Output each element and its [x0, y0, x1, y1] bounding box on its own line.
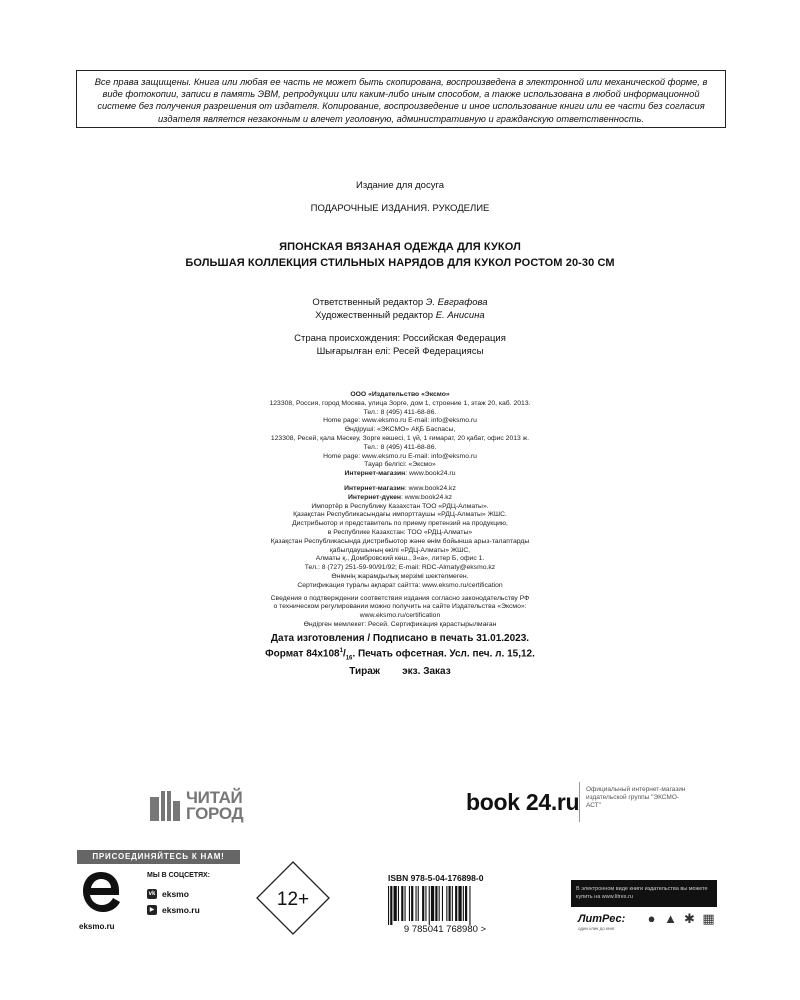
windows-icon: ▦: [702, 911, 715, 926]
imprint-line: Алматы қ., Домбровский көш., 3«а», литер Б, офис 1.: [315, 555, 485, 563]
cert-line: Сведения о подтверждении соответствия издания согласно законодательству РФ: [270, 594, 530, 602]
book-title: ЯПОНСКАЯ ВЯЗАНАЯ ОДЕЖДА ДЛЯ КУКОЛ: [279, 241, 521, 253]
imprint-line: Қазақстан Республикасында дистрибьютор және өнім бойынша арыз-талаптарды: [270, 537, 530, 545]
managing-editor: [0, 296, 800, 309]
ok-label: eksmo.ru: [162, 905, 200, 915]
publisher-name: ООО «Издательство «Эксмо»: [350, 391, 450, 398]
imprint-line: Дистрибьютор и представитель по приему претензий на продукцию,: [292, 520, 508, 528]
barcode-bar: [442, 886, 443, 921]
litres-logo: ЛитРес:: [578, 913, 626, 925]
cert-line: о техническом регулировании можно получить на сайте Издательства «Эксмо»:: [273, 603, 527, 611]
age-rating-badge: [255, 860, 331, 936]
manufacturer-kz: Өндіруші: «ЭКСМО» АҚБ Баспасы,: [344, 426, 456, 434]
shop-url: : www.book24.kz: [404, 484, 456, 492]
art-editor: [0, 309, 800, 322]
tel-kz: Тел.: 8 (495) 411-68-86.: [363, 443, 437, 451]
litres-notice: В электронном виде книги издательства вы можете купить на www.litres.ru: [571, 880, 717, 907]
trademark: Тауар белгісі: «Эксмо»: [364, 461, 436, 469]
android-icon: ▲: [664, 911, 677, 926]
barcode-bar: [422, 886, 424, 921]
barcode-bar: [405, 886, 406, 921]
book24-note: Официальный интернет-магазин издательской группы "ЭКСМО-АСТ": [586, 786, 686, 810]
shop-label: Интернет-магазин: [344, 470, 406, 478]
barcode-icon: [380, 884, 510, 934]
print-format: Формат $84x108^1/_{16}$. Печать офсетная. Усл. печ. л. 15,12.: [265, 648, 535, 662]
format-suffix: . Печать офсетная. Усл. печ. л. 15,12.: [352, 648, 535, 660]
chitai-gorod-wordmark: [186, 790, 243, 822]
chitai-gorod-logo: [150, 788, 243, 824]
book24-logo: book 24.ru: [466, 789, 580, 815]
barcode-bar: [398, 886, 399, 921]
imprint-line: Тел.: 8 (727) 251-59-90/91/92; E-mail: RDC-Almaty@eksmo.kz: [304, 564, 496, 572]
barcode-digits: 9 785041 768980 >: [403, 924, 487, 934]
barcode-bar: [439, 886, 440, 921]
eksmo-logo-icon: [80, 868, 122, 918]
format-sub: 16: [345, 655, 353, 662]
social-ok[interactable]: [147, 905, 200, 915]
cert-line: www.eksmo.ru/certification: [359, 612, 441, 620]
copyright-text: Все права защищены. Книга или любая ее часть не может быть скопирована, воспроизведена в электронной или механической форме, в виде фотокопии, записи в память ЭВМ, репродукции или каким-либо иным способом, а также использована в любой информационной системе без получения разрешения от издателя. Копирование, воспроизведение и иное использование книги или ее части без согласия издателя является незаконным и влечет уголовную, административную и гражданскую ответственность.: [94, 77, 708, 124]
print-run: [0, 665, 800, 678]
age-rating-text: 12+: [276, 889, 310, 910]
barcode-bar: [409, 886, 410, 921]
barcode-bar: [463, 886, 464, 921]
imprint-line: Қазақстан Республикасындағы импорттаушы «РДЦ-Алматы» ЖШС.: [293, 511, 507, 519]
barcode-bar: [411, 886, 413, 921]
litres-subtitle: один клик до книг: [578, 926, 615, 931]
barcode-bar: [390, 886, 392, 925]
shop-label: Интернет-магазин: [344, 484, 405, 492]
format-prefix: Формат 84x108: [265, 648, 340, 660]
book-subtitle: БОЛЬШАЯ КОЛЛЕКЦИЯ СТИЛЬНЫХ НАРЯДОВ ДЛЯ КУКОЛ РОСТОМ 20-30 СМ: [185, 257, 615, 269]
barcode-bar: [449, 886, 451, 921]
chitai-gorod-line2: ГОРОД: [186, 804, 244, 823]
editors-block: [0, 296, 800, 322]
series-name: ПОДАРОЧНЫЕ ИЗДАНИЯ. РУКОДЕЛИЕ: [310, 203, 490, 214]
web-ru: Home page: www.eksmo.ru E-mail: info@eksmo.ru: [323, 417, 477, 425]
blackberry-icon: ✱: [684, 911, 695, 926]
print-date: Дата изготовления / Подписано в печать 31.01.2023.: [270, 633, 530, 644]
barcode-bar: [429, 886, 430, 925]
join-us-banner: ПРИСОЕДИНЯЙТЕСЬ К НАМ!: [77, 850, 240, 864]
imprint-line: Өнімнің жарамдылық мерзімі шектелмеген.: [331, 572, 469, 580]
barcode-bar: [435, 886, 437, 921]
social-heading-line: МЫ В СОЦСЕТЯХ:: [147, 872, 211, 879]
barcode-bar: [465, 886, 467, 921]
imprint-line: қабылдаушының өкілі «РДЦ-Алматы» ЖШС,: [329, 546, 471, 554]
social-vk[interactable]: [147, 889, 189, 899]
barcode-bar: [425, 886, 426, 921]
imprint-line: Импортёр в Республику Казахстан ТОО «РДЦ-Алматы».: [311, 502, 489, 510]
barcode-bar: [458, 886, 461, 921]
barcode-bar: [431, 886, 434, 921]
shop-line-1: [0, 470, 800, 479]
store-icons: [644, 911, 716, 926]
managing-editor-name: Э. Евграфова: [425, 297, 488, 308]
imprint-line: в Республике Казахстан: ТОО «РДЦ-Алматы»: [327, 528, 473, 536]
book24-divider: [579, 782, 580, 822]
chitai-gorod-line1: ЧИТАЙ: [186, 788, 243, 807]
barcode-bar: [446, 886, 447, 921]
print-info: [0, 632, 800, 678]
isbn-number: ISBN 978-5-04-176898-0: [388, 873, 484, 883]
barcode-bar: [388, 886, 389, 925]
chitai-gorod-mark-icon: [150, 791, 180, 821]
edition-type: Издание для досуга: [355, 180, 444, 191]
shop-line-3: [0, 494, 800, 503]
vk-label: eksmo: [162, 889, 189, 899]
eksmo-site-label: eksmo.ru: [79, 922, 115, 931]
origin-ru: Страна происхождения: Российская Федерация: [294, 333, 506, 344]
order-label: экз. Заказ: [402, 666, 451, 678]
barcode-bar: [416, 886, 417, 921]
origin-block: [0, 332, 800, 358]
barcode-bar: [418, 886, 419, 921]
shop-line-2: [0, 485, 800, 494]
barcode-bar: [394, 886, 397, 921]
copyright-notice: [76, 70, 726, 128]
barcode-bar: [401, 886, 403, 921]
ok-icon: ▶: [147, 905, 157, 915]
art-editor-name: Е. Анисина: [435, 310, 485, 321]
shop-url: : www.book24.kz: [401, 493, 453, 501]
imprint-block: [0, 391, 800, 630]
barcode-bar: [455, 886, 457, 921]
origin-kz: Шығарылған елі: Ресей Федерациясы: [316, 346, 484, 357]
address-kz: 123308, Ресей, қала Мәскеу, Зорге көшесі, 1 үй, 1 ғимарат, 20 қабат, офис 2013 ж.: [270, 434, 530, 442]
shop-url: : www.book24.ru: [405, 470, 456, 478]
imprint-line: Сертификация туралы ақпарат сайтта: www.eksmo.ru/certification: [297, 581, 503, 589]
web-kz: Home page: www.eksmo.ru E-mail: info@eksmo.ru: [323, 452, 477, 460]
address-ru: 123308, Россия, город Москва, улица Зорге, дом 1, строение 1, этаж 20, каб. 2013.: [269, 399, 531, 407]
apple-icon: ●: [647, 911, 656, 926]
social-heading: [147, 872, 210, 881]
managing-editor-label: Ответственный редактор: [312, 297, 424, 308]
barcode-bar: [469, 886, 470, 925]
cert-line: Өндірген мемлекет: Ресей. Сертификация қарастырылмаған: [303, 620, 497, 628]
tel-ru: Тел.: 8 (495) 411-68-86.: [363, 408, 437, 416]
art-editor-label: Художественный редактор: [315, 310, 434, 321]
run-label: Тираж: [349, 666, 380, 678]
barcode-bar: [452, 886, 453, 921]
shop-label: Интернет-дүкен: [347, 493, 402, 501]
format-sup: 1: [339, 648, 343, 654]
vk-icon: vk: [148, 891, 156, 897]
